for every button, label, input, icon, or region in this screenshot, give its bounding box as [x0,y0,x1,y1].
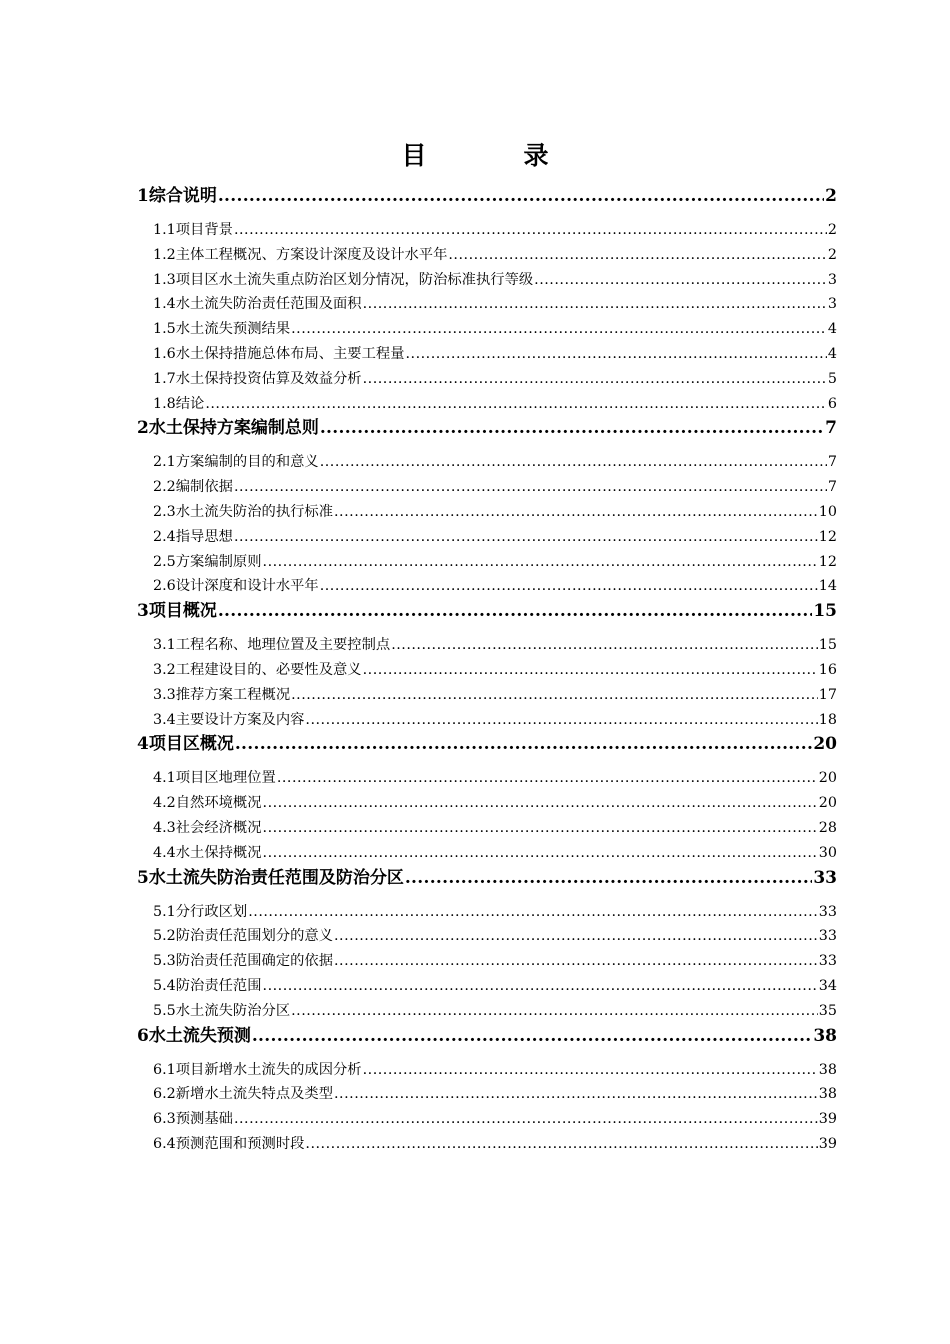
dot-leader [334,924,818,949]
toc-entry-label: 4项目区概况 [137,734,234,755]
toc-section[interactable] [137,708,837,733]
dot-leader [334,1082,818,1107]
dot-leader [234,218,827,243]
toc-section[interactable] [137,841,837,866]
toc-section[interactable] [137,292,837,317]
toc-section[interactable] [137,949,837,974]
dot-leader [235,732,812,756]
dot-leader [305,1132,817,1157]
toc-entry-label: 1.8结论 [153,395,205,412]
toc-page-number: 33 [813,867,837,888]
toc-entry-label: 2水土保持方案编制总则 [137,418,319,439]
dot-leader [291,683,818,708]
toc-page-number: 12 [818,528,837,545]
toc-section[interactable] [137,550,837,575]
toc-page-number: 4 [827,321,837,338]
toc-section[interactable] [137,816,837,841]
toc-entry-label: 2.3水土流失防治的执行标准 [153,503,334,520]
dot-leader [320,574,818,599]
toc-section[interactable] [137,900,837,925]
toc-page-number: 5 [827,370,837,387]
toc-page-number: 12 [818,553,837,570]
toc-page-number: 33 [818,903,837,920]
toc-page-number: 16 [818,661,837,678]
toc-page-number: 34 [818,977,837,994]
dot-leader [363,292,827,317]
toc-entry-label: 1.4水土流失防治责任范围及面积 [153,296,362,313]
toc-section[interactable] [137,392,837,417]
toc-section[interactable] [137,999,837,1024]
toc-section[interactable] [137,268,837,293]
toc-section[interactable] [137,500,837,525]
toc-section[interactable] [137,658,837,683]
toc-section[interactable] [137,218,837,243]
toc-section[interactable] [137,633,837,658]
dot-leader [320,450,827,475]
dot-leader [234,1107,818,1132]
toc-entry-label: 5.2防治责任范围划分的意义 [153,928,334,945]
toc-entry-label: 5.5水土流失防治分区 [153,1002,291,1019]
toc-page-number: 20 [818,770,837,787]
toc-entry-label: 1.7水土保持投资估算及效益分析 [153,370,362,387]
dot-leader [234,475,827,500]
toc-entry-label: 4.1项目区地理位置 [153,770,276,787]
toc-entry-label: 2.5方案编制原则 [153,553,262,570]
toc-entry-label: 3.1工程名称、地理位置及主要控制点 [153,637,391,654]
dot-leader [405,866,812,890]
toc-section[interactable] [137,574,837,599]
dot-leader [305,708,817,733]
toc-page-number: 39 [818,1111,837,1128]
dot-leader [363,367,827,392]
toc-section[interactable] [137,974,837,999]
toc-section[interactable] [137,1107,837,1132]
table-of-contents [137,184,837,1157]
dot-leader [248,900,818,925]
toc-section[interactable] [137,1132,837,1157]
toc-entry-label: 6.2新增水土流失特点及类型 [153,1086,334,1103]
toc-entry-label: 3.4主要设计方案及内容 [153,711,305,728]
toc-entry-label: 3.2工程建设目的、必要性及意义 [153,661,362,678]
toc-page-number: 38 [818,1061,837,1078]
toc-chapter[interactable] [137,416,837,450]
toc-chapter[interactable] [137,1024,837,1058]
toc-page-number: 7 [827,479,837,496]
dot-leader [252,1024,812,1048]
toc-section[interactable] [137,450,837,475]
toc-entry-label: 1.6水土保持措施总体布局、主要工程量 [153,345,405,362]
toc-entry-label: 2.6设计深度和设计水平年 [153,578,319,595]
dot-leader [263,550,818,575]
toc-page-number: 3 [827,271,837,288]
toc-page-number: 14 [818,578,837,595]
toc-section[interactable] [137,683,837,708]
dot-leader [205,392,827,417]
toc-page-number: 38 [813,1025,837,1046]
toc-page-number: 7 [825,418,837,439]
toc-page-number: 20 [813,734,837,755]
toc-entry-label: 1综合说明 [137,186,217,206]
toc-page-number: 2 [827,222,837,238]
toc-chapter[interactable] [137,599,837,633]
dot-leader [291,999,818,1024]
dot-leader [277,766,818,791]
toc-chapter[interactable] [137,732,837,766]
page-title: 目 录 [401,141,585,170]
toc-entry-label: 6.1项目新增水土流失的成因分析 [153,1061,362,1078]
dot-leader [363,658,818,683]
toc-chapter[interactable] [137,184,837,218]
toc-entry-label: 1.2主体工程概况、方案设计深度及设计水平年 [153,246,448,263]
dot-leader [363,1058,818,1083]
toc-entry-label: 1.1项目背景 [153,222,233,238]
dot-leader [218,184,824,208]
toc-page-number: 10 [818,503,837,520]
toc-entry-label: 5水土流失防治责任范围及防治分区 [137,867,404,888]
toc-entry-label: 5.1分行政区划 [153,903,248,920]
toc-page-number: 33 [818,953,837,970]
toc-page-number: 17 [818,686,837,703]
toc-page-number: 15 [818,637,837,654]
dot-leader [406,342,827,367]
dot-leader [291,317,827,342]
toc-page-number: 18 [818,711,837,728]
toc-page-number: 33 [818,928,837,945]
toc-entry-label: 6.3预测基础 [153,1111,233,1128]
toc-section[interactable] [137,342,837,367]
dot-leader [534,268,827,293]
toc-page-number: 2 [825,186,837,206]
dot-leader [218,599,812,623]
dot-leader [334,500,818,525]
toc-chapter[interactable] [137,866,837,900]
toc-section[interactable] [137,1058,837,1083]
toc-section[interactable] [137,791,837,816]
toc-section[interactable] [137,1082,837,1107]
dot-leader [391,633,818,658]
toc-entry-label: 1.5水土流失预测结果 [153,321,291,338]
toc-entry-label: 2.1方案编制的目的和意义 [153,454,319,471]
dot-leader [448,243,827,268]
toc-entry-label: 4.4水土保持概况 [153,844,262,861]
toc-section[interactable] [137,475,837,500]
toc-entry-label: 5.4防治责任范围 [153,977,262,994]
toc-entry-label: 2.4指导思想 [153,528,233,545]
toc-entry-label: 2.2编制依据 [153,479,233,496]
toc-entry-label: 6.4预测范围和预测时段 [153,1135,305,1152]
dot-leader [263,974,818,999]
toc-page-number: 20 [818,795,837,812]
toc-page-number: 35 [818,1002,837,1019]
toc-page-number: 6 [827,395,837,412]
dot-leader [334,949,818,974]
toc-entry-label: 3项目概况 [137,601,217,622]
toc-entry-label: 4.3社会经济概况 [153,819,262,836]
toc-page-number: 28 [818,819,837,836]
dot-leader [263,791,818,816]
toc-page-number: 3 [827,296,837,313]
toc-entry-label: 3.3推荐方案工程概况 [153,686,291,703]
dot-leader [263,841,818,866]
toc-page-number: 39 [818,1135,837,1152]
toc-section[interactable] [137,766,837,791]
toc-entry-label: 5.3防治责任范围确定的依据 [153,953,334,970]
toc-section[interactable] [137,317,837,342]
toc-section[interactable] [137,367,837,392]
toc-entry-label: 4.2自然环境概况 [153,795,262,812]
toc-page-number: 7 [827,454,837,471]
dot-leader [234,525,818,550]
toc-section[interactable] [137,243,837,268]
dot-leader [263,816,818,841]
dot-leader [320,416,824,440]
toc-page-number: 15 [813,601,837,622]
toc-page-number: 30 [818,844,837,861]
toc-section[interactable] [137,525,837,550]
toc-section[interactable] [137,924,837,949]
toc-page-number: 2 [827,246,837,263]
toc-page-number: 38 [818,1086,837,1103]
toc-page-number: 4 [827,345,837,362]
toc-entry-label: 1.3项目区水土流失重点防治区划分情况，防治标准执行等级 [153,271,534,288]
toc-entry-label: 6水土流失预测 [137,1025,251,1046]
